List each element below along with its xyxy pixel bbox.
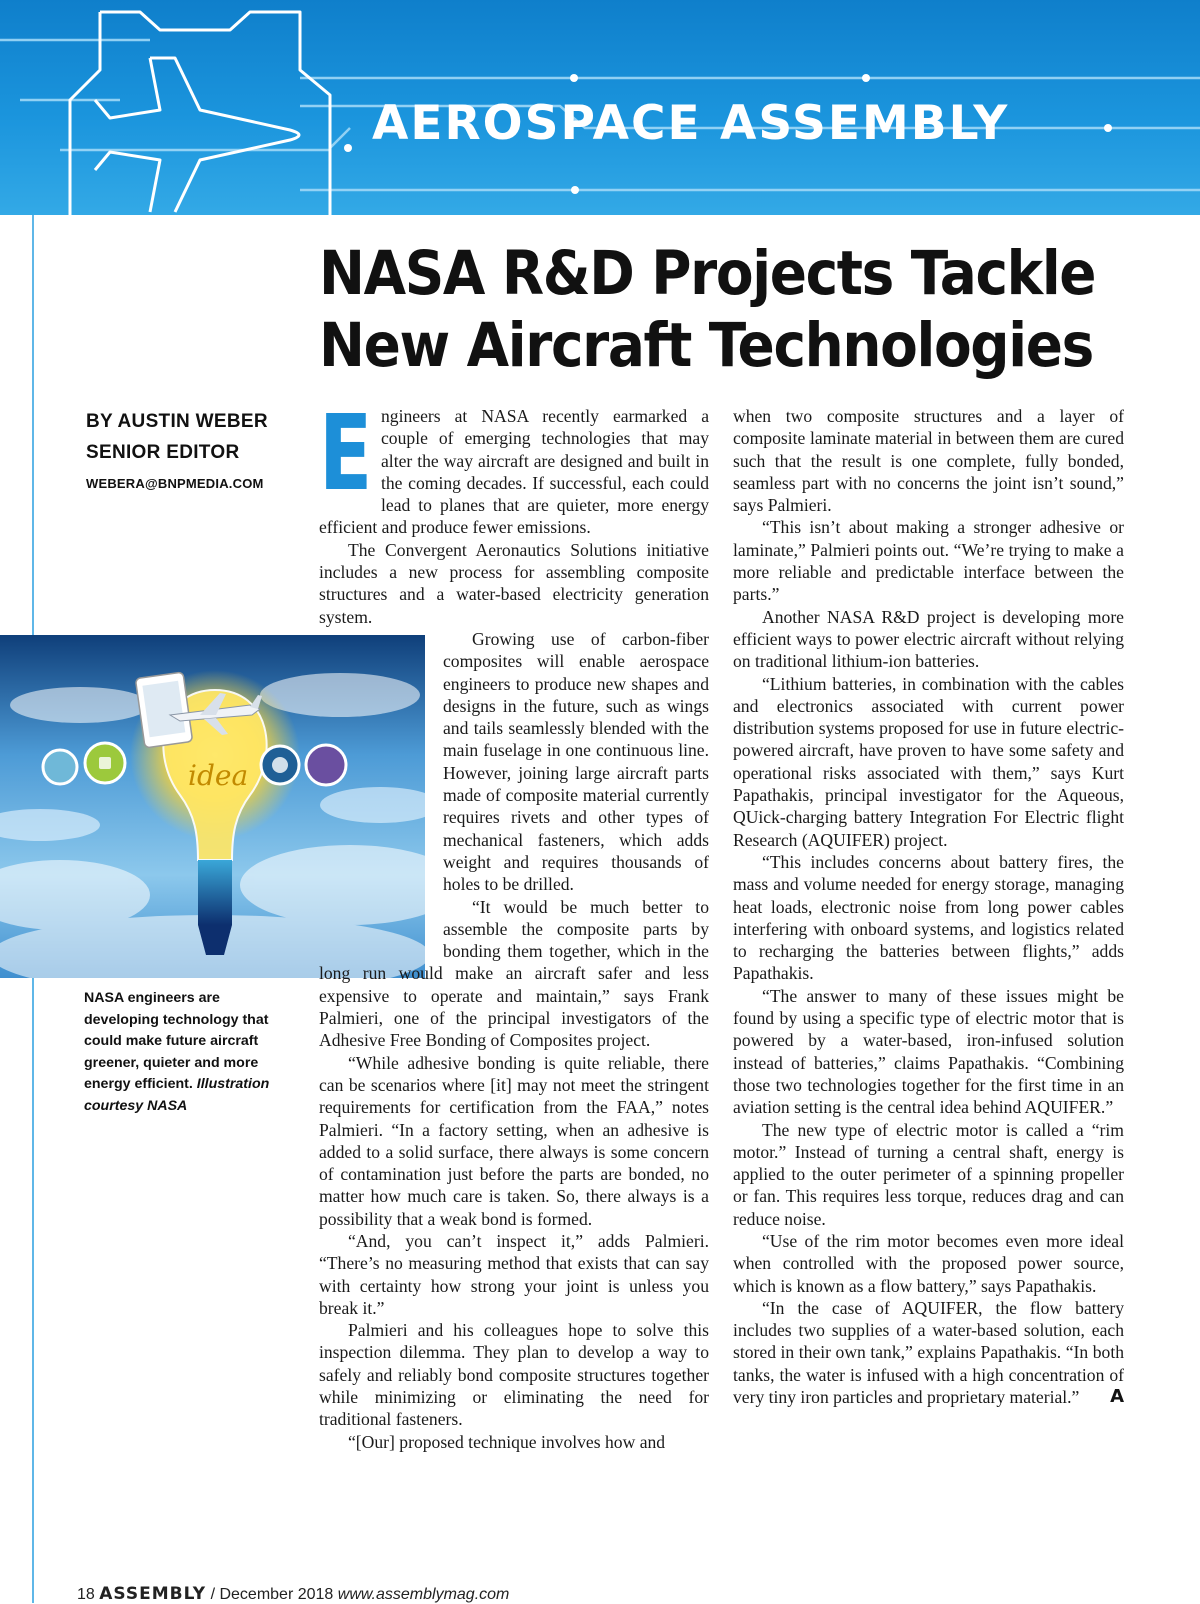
caption-credit: Illustration courtesy NASA (84, 1076, 270, 1114)
section-banner (0, 0, 1200, 215)
headline-line-1: NASA R&D Projects Tackle (319, 238, 1096, 309)
caption-text: NASA engineers are developing technology that could make future aircraft greener, quieter and more energy efficient. (84, 990, 269, 1092)
paragraph: “Use of the rim motor becomes even more ideal when controlled with the proposed power source, which is known as a flow battery,” says Papathakis. (733, 1230, 1124, 1296)
paragraph: Palmieri and his colleagues hope to solve this inspection dilemma. They plan to develop a way to safely and reliably bond composite structures together while minimizing or eliminating the need for traditional fasteners. (319, 1320, 709, 1430)
issue-date: / December 2018 (210, 1586, 334, 1603)
byline-author: BY AUSTIN WEBER (86, 411, 268, 432)
paragraph: The Convergent Aeronautics Solutions initiative includes a new process for assembling composite structures and a water-based electricity generation system. (319, 539, 709, 627)
paragraph: “It would be much better to assemble the composite parts by bonding them together, which in the long run would make an aircraft safer and less expensive to operate and maintain,” says Frank Palmieri, one of the principal investigators of the Adhesive Free Bonding of Composites project. (319, 896, 709, 1051)
page-number: 18 (77, 1586, 95, 1603)
paragraph-last (733, 1297, 1124, 1408)
image-caption (84, 988, 294, 1117)
paragraph: when two composite structures and a layer of composite laminate material in between them are cured such that the result is one complete, fully bonded, seamless part with no concerns the joint isn’t sound,” says Palmieri. (733, 406, 1124, 516)
article-headline (319, 238, 1096, 382)
svg-text:idea: idea (188, 759, 249, 792)
paragraph: “While adhesive bonding is quite reliable, there can be scenarios where [it] may not meet the stringent requirements for certification from the FAA,” notes Palmieri. “In a factory setting, when an adhesive is added to a solid surface, there always is some concern of contamination just before the parts are bonded, no matter how much care is taken. So, there always is a possibility that a weak bond is formed. (319, 1052, 709, 1229)
byline-role: SENIOR EDITOR (86, 442, 240, 463)
page-footer (77, 1584, 509, 1604)
section-title: AEROSPACE ASSEMBLY (372, 96, 1010, 151)
image-wrap-space (319, 628, 443, 958)
article-column-2 (733, 405, 1124, 1408)
byline-email: WEBERA@BNPMEDIA.COM (86, 476, 264, 491)
paragraph: “Lithium batteries, in combination with the cables and electronics associated with current power distribution systems proposed for use in future electric-powered aircraft, have proven to have some safety and operational risks associated with them,” says Kurt Papathakis, principal investigator for the Aqueous, QUick-charging battery Integration For Electric flight Research (AQUIFER) project. (733, 673, 1124, 850)
paragraph: ngineers at NASA recently earmarked a couple of emerging technologies that may alter the way aircraft are designed and built in the coming decades. If successful, each could lead to planes that are quieter, more energy efficient and produce fewer emissions. (319, 406, 709, 538)
paragraph: “This isn’t about making a stronger adhesive or laminate,” Palmieri points out. “We’re trying to make a more reliable and predictable interface between the parts.” (733, 517, 1124, 605)
byline (86, 406, 296, 491)
paragraph: “[Our] proposed technique involves how and (348, 1431, 666, 1452)
paragraph-text: “In the case of AQUIFER, the flow battery includes two supplies of a water-based solution, each stored in their own tank,” explains Papathakis. “In both tanks, the water is infused with a high concentration of very tiny iron particles and proprietary material.” (733, 1297, 1124, 1408)
paragraph: “And, you can’t inspect it,” adds Palmieri. “There’s no measuring method that exists that can say with certainty how strong your joint is unless you break it.” (319, 1230, 709, 1318)
drop-cap: E (319, 392, 373, 514)
paragraph: Another NASA R&D project is developing more efficient ways to power electric aircraft without relying on traditional lithium-ion batteries. (733, 606, 1124, 672)
magazine-brand: ASSEMBLY (99, 1584, 207, 1604)
paragraph: The new type of electric motor is called a “rim motor.” Instead of turning a central shaft, energy is applied to the outer perimeter of a spinning propeller or fan. This requires less torque, reduces drag and can reduce noise. (733, 1119, 1124, 1229)
headline-line-2: New Aircraft Technologies (319, 310, 1093, 381)
paragraph: “This includes concerns about battery fires, the mass and volume needed for energy storage, managing heat loads, electronic noise from long power cables interfering with onboard systems, and logistics related to recharging the batteries between flights,” adds Papathakis. (733, 851, 1124, 984)
paragraph: “The answer to many of these issues might be found by using a specific type of electric motor that is powered by a water-based, iron-infused solution instead of batteries,” claims Papathakis. “Combining those two technologies together for the first time in an aviation setting is the central idea behind AQUIFER.” (733, 985, 1124, 1118)
paragraph: Growing use of carbon-fiber composites will enable aerospace engineers to produce new shapes and designs in the future, such as wings and tails seamlessly blended with the main fuselage in one continuous line. However, joining large aircraft parts made of composite material currently requires rivets and other types of mechanical fasteners, which adds weight and requires thousands of holes to be drilled. (443, 628, 709, 895)
article-column-1 (319, 392, 709, 1453)
end-mark: A (1110, 1386, 1124, 1408)
website-link[interactable]: www.assemblymag.com (337, 1586, 510, 1603)
